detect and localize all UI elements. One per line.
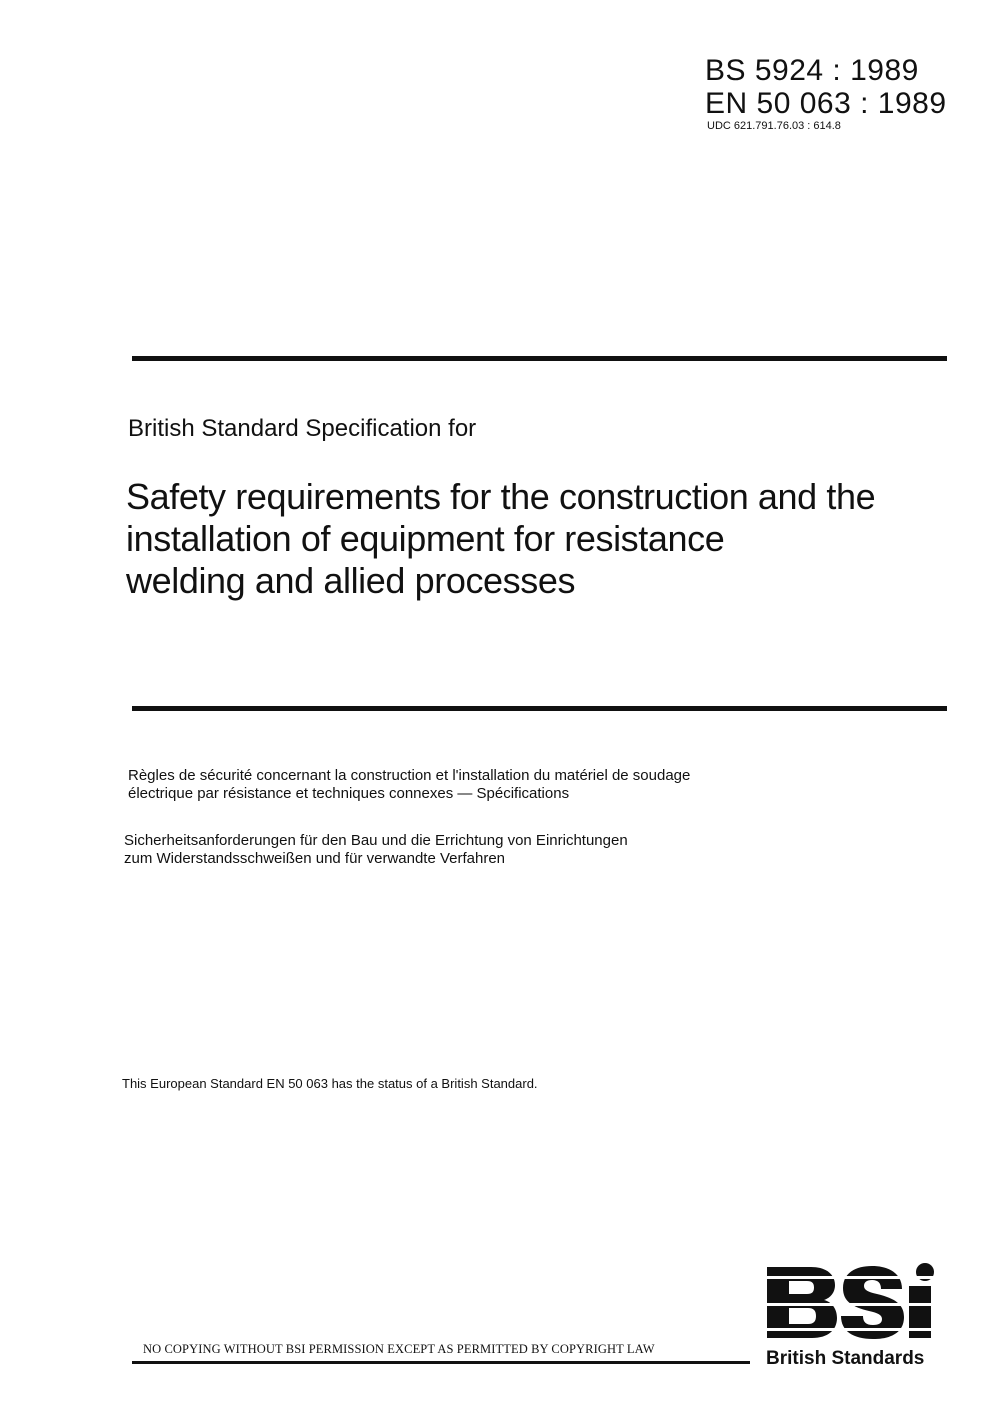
- document-subtitle: British Standard Specification for: [128, 415, 477, 442]
- title-line: installation of equipment for resistance: [126, 518, 725, 559]
- bsi-brand-name: British Standards: [766, 1348, 925, 1369]
- french-title: [128, 767, 690, 803]
- bs-standard-number: BS 5924 : 1989: [705, 54, 919, 87]
- title-line: Safety requirements for the construction and the: [126, 476, 876, 517]
- document-title: [126, 476, 875, 602]
- middle-rule-divider: [132, 706, 947, 711]
- german-title-line: zum Widerstandsschweißen und für verwandte Verfahren: [124, 850, 506, 867]
- french-title-line: électrique par résistance et techniques connexes — Spécifications: [128, 785, 570, 802]
- bsi-logo-graphic: [765, 1262, 945, 1342]
- copyright-underline: [132, 1361, 750, 1364]
- top-rule-divider: [132, 356, 947, 361]
- german-title-line: Sicherheitsanforderungen für den Bau und die Errichtung von Einrichtungen: [124, 832, 628, 849]
- status-note: This European Standard EN 50 063 has the status of a British Standard.: [122, 1076, 538, 1091]
- udc-classification: UDC 621.791.76.03 : 614.8: [707, 120, 841, 132]
- french-title-line: Règles de sécurité concernant la construction et l'installation du matériel de soudage: [128, 767, 691, 784]
- german-title: [124, 832, 628, 868]
- copyright-notice: NO COPYING WITHOUT BSI PERMISSION EXCEPT AS PERMITTED BY COPYRIGHT LAW: [143, 1342, 655, 1356]
- title-line: welding and allied processes: [126, 560, 576, 601]
- bsi-logo: [765, 1262, 945, 1342]
- en-standard-number: EN 50 063 : 1989: [705, 87, 947, 120]
